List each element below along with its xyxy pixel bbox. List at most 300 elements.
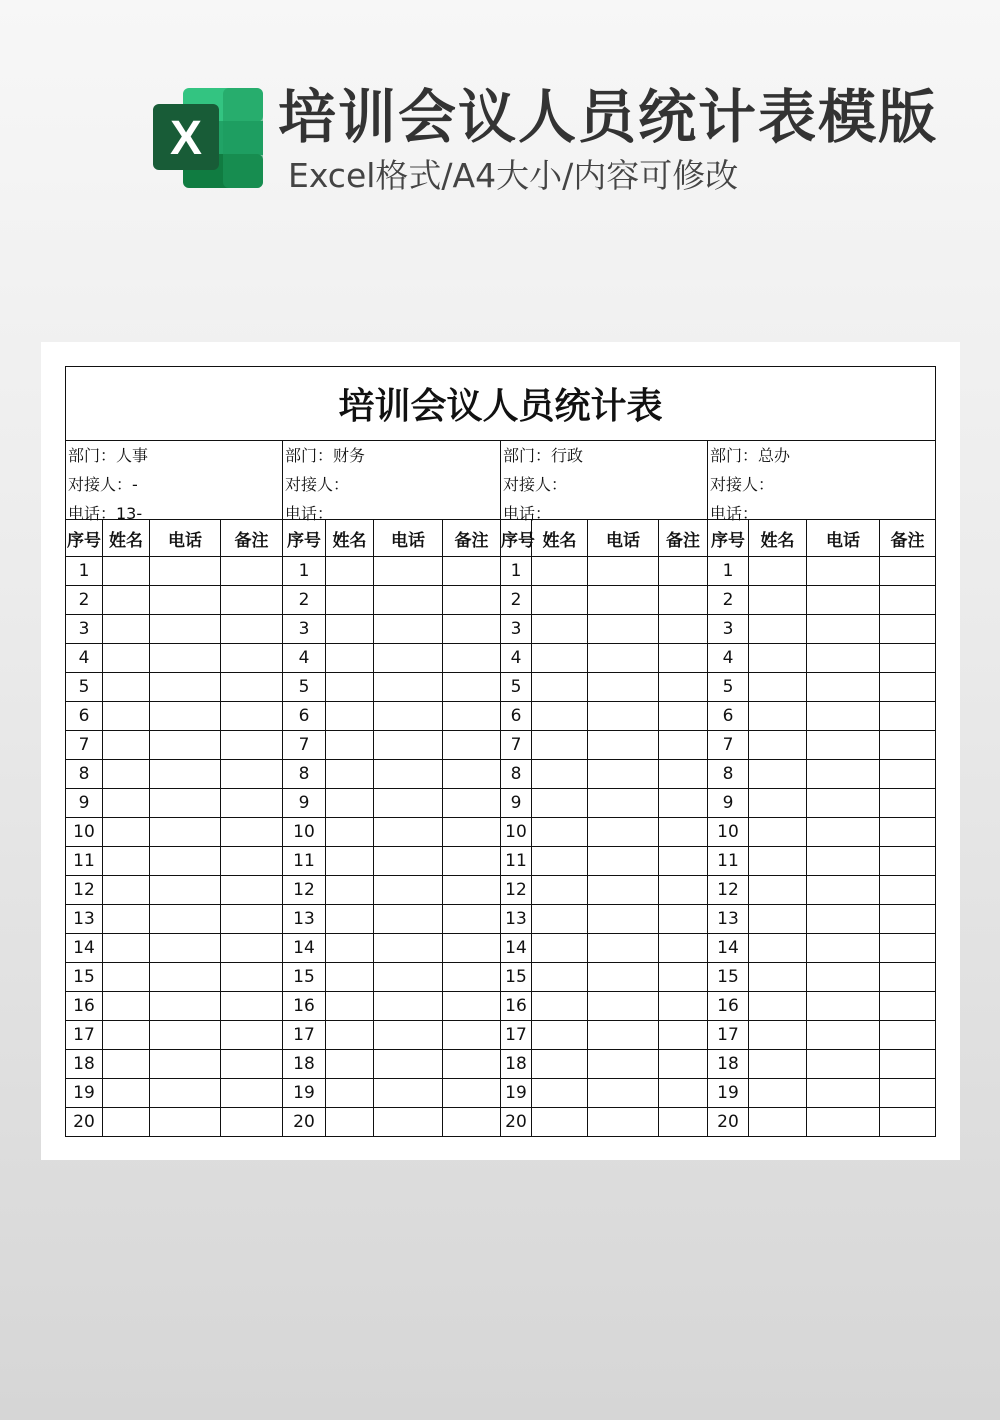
name-cell[interactable] bbox=[532, 876, 588, 905]
phone-cell[interactable] bbox=[150, 1050, 221, 1079]
name-cell[interactable] bbox=[749, 702, 807, 731]
phone-cell[interactable] bbox=[588, 702, 659, 731]
phone-cell[interactable] bbox=[374, 789, 443, 818]
remark-cell[interactable] bbox=[880, 963, 936, 992]
name-cell[interactable] bbox=[103, 586, 150, 615]
department-phone: 电话： bbox=[285, 504, 334, 523]
phone-cell[interactable] bbox=[807, 934, 880, 963]
remark-cell[interactable] bbox=[659, 963, 708, 992]
remark-cell[interactable] bbox=[443, 1021, 501, 1050]
row-index-cell: 13 bbox=[66, 905, 103, 934]
phone-cell[interactable] bbox=[588, 992, 659, 1021]
remark-cell[interactable] bbox=[880, 557, 936, 586]
remark-cell[interactable] bbox=[443, 1050, 501, 1079]
remark-cell[interactable] bbox=[659, 1108, 708, 1137]
name-cell[interactable] bbox=[532, 557, 588, 586]
remark-cell[interactable] bbox=[880, 760, 936, 789]
name-cell[interactable] bbox=[749, 644, 807, 673]
phone-cell[interactable] bbox=[588, 934, 659, 963]
remark-cell[interactable] bbox=[659, 789, 708, 818]
remark-cell[interactable] bbox=[880, 644, 936, 673]
phone-cell[interactable] bbox=[374, 963, 443, 992]
phone-cell[interactable] bbox=[374, 644, 443, 673]
remark-cell[interactable] bbox=[880, 673, 936, 702]
name-cell[interactable] bbox=[749, 789, 807, 818]
remark-cell[interactable] bbox=[221, 644, 283, 673]
header-phone: 电话 bbox=[807, 520, 880, 557]
remark-cell[interactable] bbox=[880, 1021, 936, 1050]
remark-cell[interactable] bbox=[880, 789, 936, 818]
phone-cell[interactable] bbox=[807, 557, 880, 586]
phone-cell[interactable] bbox=[807, 992, 880, 1021]
phone-cell[interactable] bbox=[807, 963, 880, 992]
remark-cell[interactable] bbox=[443, 818, 501, 847]
name-cell[interactable] bbox=[749, 905, 807, 934]
name-cell[interactable] bbox=[749, 1050, 807, 1079]
name-cell[interactable] bbox=[326, 731, 374, 760]
row-index-cell: 11 bbox=[66, 847, 103, 876]
name-cell[interactable] bbox=[326, 1050, 374, 1079]
row-index-cell: 18 bbox=[66, 1050, 103, 1079]
name-cell[interactable] bbox=[103, 1021, 150, 1050]
name-cell[interactable] bbox=[749, 731, 807, 760]
name-cell[interactable] bbox=[532, 644, 588, 673]
name-cell[interactable] bbox=[532, 934, 588, 963]
header-name: 姓名 bbox=[103, 520, 150, 557]
name-cell[interactable] bbox=[749, 1079, 807, 1108]
phone-cell[interactable] bbox=[588, 876, 659, 905]
name-cell[interactable] bbox=[749, 673, 807, 702]
table-row bbox=[66, 760, 936, 789]
remark-cell[interactable] bbox=[659, 905, 708, 934]
table-row bbox=[66, 615, 936, 644]
column-header-row bbox=[66, 520, 936, 557]
phone-cell[interactable] bbox=[150, 992, 221, 1021]
phone-cell[interactable] bbox=[807, 818, 880, 847]
name-cell[interactable] bbox=[103, 876, 150, 905]
remark-cell[interactable] bbox=[880, 818, 936, 847]
name-cell[interactable] bbox=[103, 644, 150, 673]
name-cell[interactable] bbox=[532, 1021, 588, 1050]
row-index-cell: 17 bbox=[66, 1021, 103, 1050]
phone-cell[interactable] bbox=[807, 702, 880, 731]
remark-cell[interactable] bbox=[659, 876, 708, 905]
row-index-cell: 7 bbox=[501, 731, 532, 760]
name-cell[interactable] bbox=[749, 818, 807, 847]
name-cell[interactable] bbox=[532, 586, 588, 615]
phone-cell[interactable] bbox=[374, 615, 443, 644]
name-cell[interactable] bbox=[103, 731, 150, 760]
phone-cell[interactable] bbox=[588, 1108, 659, 1137]
name-cell[interactable] bbox=[532, 702, 588, 731]
name-cell[interactable] bbox=[103, 1108, 150, 1137]
remark-cell[interactable] bbox=[880, 731, 936, 760]
remark-cell[interactable] bbox=[880, 934, 936, 963]
phone-cell[interactable] bbox=[807, 847, 880, 876]
name-cell[interactable] bbox=[532, 673, 588, 702]
name-cell[interactable] bbox=[326, 934, 374, 963]
remark-cell[interactable] bbox=[659, 702, 708, 731]
phone-cell[interactable] bbox=[807, 586, 880, 615]
header-name: 姓名 bbox=[749, 520, 807, 557]
remark-cell[interactable] bbox=[221, 1021, 283, 1050]
phone-cell[interactable] bbox=[807, 1021, 880, 1050]
name-cell[interactable] bbox=[749, 557, 807, 586]
department-name: 部门：财务 bbox=[285, 446, 366, 465]
remark-cell[interactable] bbox=[221, 1108, 283, 1137]
name-cell[interactable] bbox=[532, 992, 588, 1021]
name-cell[interactable] bbox=[103, 615, 150, 644]
excel-logo-letter: X bbox=[169, 112, 203, 165]
name-cell[interactable] bbox=[749, 1108, 807, 1137]
name-cell[interactable] bbox=[326, 876, 374, 905]
name-cell[interactable] bbox=[326, 702, 374, 731]
phone-cell[interactable] bbox=[588, 789, 659, 818]
row-index-cell: 16 bbox=[708, 992, 749, 1021]
phone-cell[interactable] bbox=[588, 1050, 659, 1079]
remark-cell[interactable] bbox=[659, 992, 708, 1021]
row-index-cell: 1 bbox=[66, 557, 103, 586]
row-index-cell: 17 bbox=[708, 1021, 749, 1050]
name-cell[interactable] bbox=[532, 760, 588, 789]
name-cell[interactable] bbox=[326, 789, 374, 818]
name-cell[interactable] bbox=[326, 818, 374, 847]
row-index-cell: 14 bbox=[283, 934, 326, 963]
name-cell[interactable] bbox=[103, 1050, 150, 1079]
name-cell[interactable] bbox=[749, 1021, 807, 1050]
name-cell[interactable] bbox=[749, 934, 807, 963]
phone-cell[interactable] bbox=[807, 673, 880, 702]
phone-cell[interactable] bbox=[374, 1108, 443, 1137]
remark-cell[interactable] bbox=[443, 731, 501, 760]
remark-cell[interactable] bbox=[880, 615, 936, 644]
name-cell[interactable] bbox=[532, 905, 588, 934]
excel-logo-sheet-col bbox=[223, 88, 263, 188]
remark-cell[interactable] bbox=[443, 557, 501, 586]
name-cell[interactable] bbox=[532, 963, 588, 992]
remark-cell[interactable] bbox=[221, 789, 283, 818]
title-row bbox=[66, 367, 936, 441]
row-index-cell: 8 bbox=[501, 760, 532, 789]
remark-cell[interactable] bbox=[659, 1079, 708, 1108]
name-cell[interactable] bbox=[532, 731, 588, 760]
row-index-cell: 1 bbox=[708, 557, 749, 586]
name-cell[interactable] bbox=[749, 876, 807, 905]
banner-title: 培训会议人员统计表模版 bbox=[278, 83, 939, 151]
remark-cell[interactable] bbox=[221, 557, 283, 586]
table-row bbox=[66, 1108, 936, 1137]
table-body bbox=[66, 367, 936, 1137]
name-cell[interactable] bbox=[326, 586, 374, 615]
phone-cell[interactable] bbox=[374, 702, 443, 731]
remark-cell[interactable] bbox=[659, 847, 708, 876]
phone-cell[interactable] bbox=[588, 818, 659, 847]
phone-cell[interactable] bbox=[807, 644, 880, 673]
remark-cell[interactable] bbox=[221, 818, 283, 847]
header-name: 姓名 bbox=[532, 520, 588, 557]
remark-cell[interactable] bbox=[221, 1079, 283, 1108]
remark-cell[interactable] bbox=[221, 702, 283, 731]
table-row bbox=[66, 644, 936, 673]
remark-cell[interactable] bbox=[659, 731, 708, 760]
row-index-cell: 10 bbox=[501, 818, 532, 847]
phone-cell[interactable] bbox=[150, 644, 221, 673]
phone-cell[interactable] bbox=[588, 847, 659, 876]
table-row bbox=[66, 673, 936, 702]
table-row bbox=[66, 586, 936, 615]
name-cell[interactable] bbox=[326, 1108, 374, 1137]
phone-cell[interactable] bbox=[150, 557, 221, 586]
name-cell[interactable] bbox=[103, 1079, 150, 1108]
remark-cell[interactable] bbox=[221, 847, 283, 876]
header-phone: 电话 bbox=[150, 520, 221, 557]
remark-cell[interactable] bbox=[880, 1050, 936, 1079]
phone-cell[interactable] bbox=[150, 789, 221, 818]
row-index-cell: 2 bbox=[708, 586, 749, 615]
phone-cell[interactable] bbox=[588, 905, 659, 934]
phone-cell[interactable] bbox=[374, 557, 443, 586]
name-cell[interactable] bbox=[326, 992, 374, 1021]
phone-cell[interactable] bbox=[588, 731, 659, 760]
phone-cell[interactable] bbox=[807, 905, 880, 934]
banner-subtitle: Excel格式/A4大小/内容可修改 bbox=[288, 156, 739, 195]
phone-cell[interactable] bbox=[150, 1108, 221, 1137]
phone-cell[interactable] bbox=[150, 934, 221, 963]
name-cell[interactable] bbox=[326, 1021, 374, 1050]
name-cell[interactable] bbox=[749, 847, 807, 876]
row-index-cell: 13 bbox=[708, 905, 749, 934]
name-cell[interactable] bbox=[103, 905, 150, 934]
name-cell[interactable] bbox=[749, 992, 807, 1021]
remark-cell[interactable] bbox=[443, 789, 501, 818]
phone-cell[interactable] bbox=[588, 963, 659, 992]
remark-cell[interactable] bbox=[443, 1079, 501, 1108]
remark-cell[interactable] bbox=[880, 1108, 936, 1137]
table-row bbox=[66, 963, 936, 992]
name-cell[interactable] bbox=[103, 963, 150, 992]
phone-cell[interactable] bbox=[150, 586, 221, 615]
remark-cell[interactable] bbox=[659, 557, 708, 586]
phone-cell[interactable] bbox=[807, 731, 880, 760]
phone-cell[interactable] bbox=[588, 1021, 659, 1050]
phone-cell[interactable] bbox=[374, 586, 443, 615]
row-index-cell: 19 bbox=[283, 1079, 326, 1108]
remark-cell[interactable] bbox=[443, 992, 501, 1021]
phone-cell[interactable] bbox=[588, 760, 659, 789]
remark-cell[interactable] bbox=[443, 934, 501, 963]
phone-cell[interactable] bbox=[374, 1050, 443, 1079]
phone-cell[interactable] bbox=[150, 760, 221, 789]
name-cell[interactable] bbox=[103, 760, 150, 789]
phone-cell[interactable] bbox=[588, 644, 659, 673]
phone-cell[interactable] bbox=[150, 905, 221, 934]
name-cell[interactable] bbox=[532, 1050, 588, 1079]
row-index-cell: 14 bbox=[66, 934, 103, 963]
remark-cell[interactable] bbox=[443, 673, 501, 702]
phone-cell[interactable] bbox=[374, 673, 443, 702]
remark-cell[interactable] bbox=[659, 1021, 708, 1050]
row-index-cell: 10 bbox=[66, 818, 103, 847]
department-contact: 对接人： bbox=[285, 475, 350, 494]
name-cell[interactable] bbox=[749, 586, 807, 615]
name-cell[interactable] bbox=[326, 905, 374, 934]
remark-cell[interactable] bbox=[221, 760, 283, 789]
name-cell[interactable] bbox=[103, 934, 150, 963]
phone-cell[interactable] bbox=[374, 847, 443, 876]
phone-cell[interactable] bbox=[150, 702, 221, 731]
phone-cell[interactable] bbox=[374, 1079, 443, 1108]
remark-cell[interactable] bbox=[880, 847, 936, 876]
remark-cell[interactable] bbox=[880, 1079, 936, 1108]
row-index-cell: 2 bbox=[501, 586, 532, 615]
name-cell[interactable] bbox=[532, 1079, 588, 1108]
phone-cell[interactable] bbox=[150, 673, 221, 702]
name-cell[interactable] bbox=[103, 847, 150, 876]
row-index-cell: 4 bbox=[501, 644, 532, 673]
name-cell[interactable] bbox=[326, 1079, 374, 1108]
name-cell[interactable] bbox=[749, 615, 807, 644]
name-cell[interactable] bbox=[326, 615, 374, 644]
sheet-title: 培训会议人员统计表 bbox=[66, 367, 936, 441]
phone-cell[interactable] bbox=[807, 1050, 880, 1079]
name-cell[interactable] bbox=[103, 992, 150, 1021]
row-index-cell: 16 bbox=[66, 992, 103, 1021]
remark-cell[interactable] bbox=[221, 731, 283, 760]
remark-cell[interactable] bbox=[221, 1050, 283, 1079]
row-index-cell: 6 bbox=[283, 702, 326, 731]
table-row bbox=[66, 934, 936, 963]
table-row bbox=[66, 557, 936, 586]
name-cell[interactable] bbox=[532, 847, 588, 876]
phone-cell[interactable] bbox=[588, 615, 659, 644]
header-index: 序号 bbox=[66, 520, 103, 557]
remark-cell[interactable] bbox=[880, 876, 936, 905]
remark-cell[interactable] bbox=[659, 586, 708, 615]
phone-cell[interactable] bbox=[374, 731, 443, 760]
remark-cell[interactable] bbox=[659, 934, 708, 963]
phone-cell[interactable] bbox=[374, 934, 443, 963]
department-contact: 对接人： bbox=[503, 475, 568, 494]
remark-cell[interactable] bbox=[221, 586, 283, 615]
remark-cell[interactable] bbox=[443, 760, 501, 789]
name-cell[interactable] bbox=[326, 673, 374, 702]
remark-cell[interactable] bbox=[659, 673, 708, 702]
name-cell[interactable] bbox=[532, 818, 588, 847]
phone-cell[interactable] bbox=[374, 818, 443, 847]
phone-cell[interactable] bbox=[150, 615, 221, 644]
phone-cell[interactable] bbox=[374, 905, 443, 934]
remark-cell[interactable] bbox=[221, 673, 283, 702]
attendance-table bbox=[65, 366, 936, 1137]
phone-cell[interactable] bbox=[807, 789, 880, 818]
remark-cell[interactable] bbox=[221, 992, 283, 1021]
name-cell[interactable] bbox=[532, 615, 588, 644]
row-index-cell: 6 bbox=[66, 702, 103, 731]
remark-cell[interactable] bbox=[659, 760, 708, 789]
name-cell[interactable] bbox=[326, 644, 374, 673]
remark-cell[interactable] bbox=[659, 615, 708, 644]
remark-cell[interactable] bbox=[880, 586, 936, 615]
remark-cell[interactable] bbox=[221, 963, 283, 992]
phone-cell[interactable] bbox=[150, 876, 221, 905]
phone-cell[interactable] bbox=[807, 876, 880, 905]
department-name: 部门：总办 bbox=[710, 446, 791, 465]
phone-cell[interactable] bbox=[588, 557, 659, 586]
row-index-cell: 20 bbox=[501, 1108, 532, 1137]
table-row bbox=[66, 1021, 936, 1050]
name-cell[interactable] bbox=[326, 963, 374, 992]
remark-cell[interactable] bbox=[443, 1108, 501, 1137]
remark-cell[interactable] bbox=[443, 847, 501, 876]
name-cell[interactable] bbox=[326, 760, 374, 789]
remark-cell[interactable] bbox=[443, 876, 501, 905]
phone-cell[interactable] bbox=[374, 876, 443, 905]
name-cell[interactable] bbox=[532, 1108, 588, 1137]
remark-cell[interactable] bbox=[443, 963, 501, 992]
phone-cell[interactable] bbox=[150, 1021, 221, 1050]
phone-cell[interactable] bbox=[150, 1079, 221, 1108]
remark-cell[interactable] bbox=[659, 818, 708, 847]
phone-cell[interactable] bbox=[807, 615, 880, 644]
name-cell[interactable] bbox=[749, 760, 807, 789]
department-phone: 电话： bbox=[503, 504, 552, 523]
phone-cell[interactable] bbox=[374, 1021, 443, 1050]
row-index-cell: 8 bbox=[283, 760, 326, 789]
remark-cell[interactable] bbox=[659, 644, 708, 673]
name-cell[interactable] bbox=[532, 789, 588, 818]
name-cell[interactable] bbox=[103, 818, 150, 847]
phone-cell[interactable] bbox=[588, 673, 659, 702]
row-index-cell: 12 bbox=[283, 876, 326, 905]
remark-cell[interactable] bbox=[443, 586, 501, 615]
header-remark: 备注 bbox=[221, 520, 283, 557]
phone-cell[interactable] bbox=[150, 963, 221, 992]
remark-cell[interactable] bbox=[880, 992, 936, 1021]
phone-cell[interactable] bbox=[807, 760, 880, 789]
name-cell[interactable] bbox=[103, 789, 150, 818]
remark-cell[interactable] bbox=[443, 615, 501, 644]
remark-cell[interactable] bbox=[221, 905, 283, 934]
phone-cell[interactable] bbox=[588, 1079, 659, 1108]
phone-cell[interactable] bbox=[374, 992, 443, 1021]
remark-cell[interactable] bbox=[880, 702, 936, 731]
remark-cell[interactable] bbox=[221, 876, 283, 905]
name-cell[interactable] bbox=[326, 557, 374, 586]
remark-cell[interactable] bbox=[659, 1050, 708, 1079]
name-cell[interactable] bbox=[749, 963, 807, 992]
name-cell[interactable] bbox=[326, 847, 374, 876]
remark-cell[interactable] bbox=[443, 644, 501, 673]
name-cell[interactable] bbox=[103, 557, 150, 586]
header-remark: 备注 bbox=[880, 520, 936, 557]
name-cell[interactable] bbox=[103, 702, 150, 731]
phone-cell[interactable] bbox=[374, 760, 443, 789]
remark-cell[interactable] bbox=[443, 702, 501, 731]
row-index-cell: 5 bbox=[708, 673, 749, 702]
phone-cell[interactable] bbox=[150, 847, 221, 876]
phone-cell[interactable] bbox=[807, 1079, 880, 1108]
phone-cell[interactable] bbox=[807, 1108, 880, 1137]
phone-cell[interactable] bbox=[150, 818, 221, 847]
name-cell[interactable] bbox=[103, 673, 150, 702]
remark-cell[interactable] bbox=[880, 905, 936, 934]
remark-cell[interactable] bbox=[221, 934, 283, 963]
phone-cell[interactable] bbox=[588, 586, 659, 615]
department-contact: 对接人：- bbox=[68, 475, 138, 494]
remark-cell[interactable] bbox=[443, 905, 501, 934]
remark-cell[interactable] bbox=[221, 615, 283, 644]
phone-cell[interactable] bbox=[150, 731, 221, 760]
